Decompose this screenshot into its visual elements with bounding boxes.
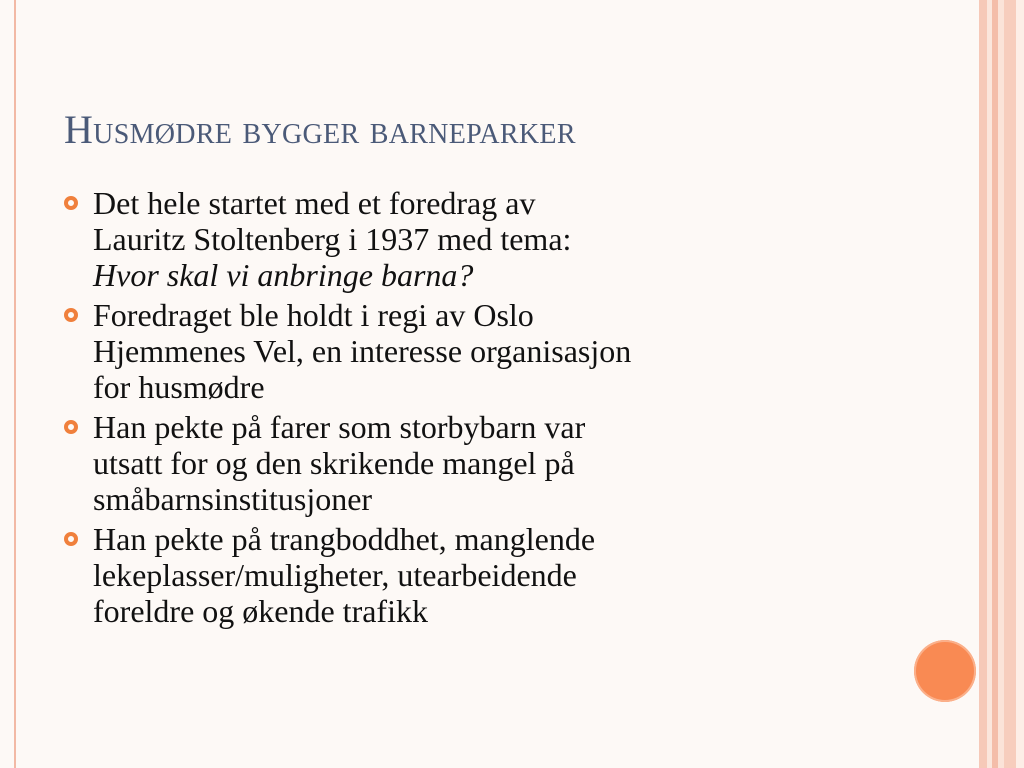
bullet-line: lekeplasser/muligheter, utearbeidende [93, 557, 577, 593]
bullet-item [62, 521, 922, 629]
slide-title: Husmødre bygger barneparker [64, 107, 576, 152]
bullet-line-italic: Hvor skal vi anbringe barna? [93, 257, 474, 293]
bullet-line: for husmødre [93, 369, 265, 405]
bullet-line: utsatt for og den skrikende mangel på [93, 445, 575, 481]
bullet-text [93, 409, 922, 517]
bullet-text [93, 185, 922, 293]
bullet-line: Han pekte på farer som storbybarn var [93, 409, 586, 445]
bullet-text [93, 521, 922, 629]
bullet-text [93, 297, 922, 405]
bullet-line: Det hele startet med et foredrag av [93, 185, 536, 221]
bullet-item [62, 185, 922, 293]
orange-circle-decoration [914, 640, 976, 702]
bullet-line: Foredraget ble holdt i regi av Oslo [93, 297, 534, 333]
right-stripe [979, 0, 987, 768]
bullet-line: Han pekte på trangboddhet, manglende [93, 521, 596, 557]
right-stripe [1004, 0, 1016, 768]
bullet-ring-icon [64, 308, 78, 322]
bullet-item [62, 297, 922, 405]
bullet-ring-icon [64, 196, 78, 210]
left-border-line [14, 0, 16, 768]
bullet-list [62, 185, 922, 633]
bullet-item [62, 409, 922, 517]
bullet-line: foreldre og økende trafikk [93, 593, 428, 629]
bullet-line: Hjemmenes Vel, en interesse organisasjon [93, 333, 632, 369]
bullet-ring-icon [64, 532, 78, 546]
bullet-ring-icon [64, 420, 78, 434]
right-stripe [1016, 0, 1024, 768]
bullet-line: småbarnsinstitusjoner [93, 481, 373, 517]
bullet-line: Lauritz Stoltenberg i 1937 med tema: [93, 221, 572, 257]
